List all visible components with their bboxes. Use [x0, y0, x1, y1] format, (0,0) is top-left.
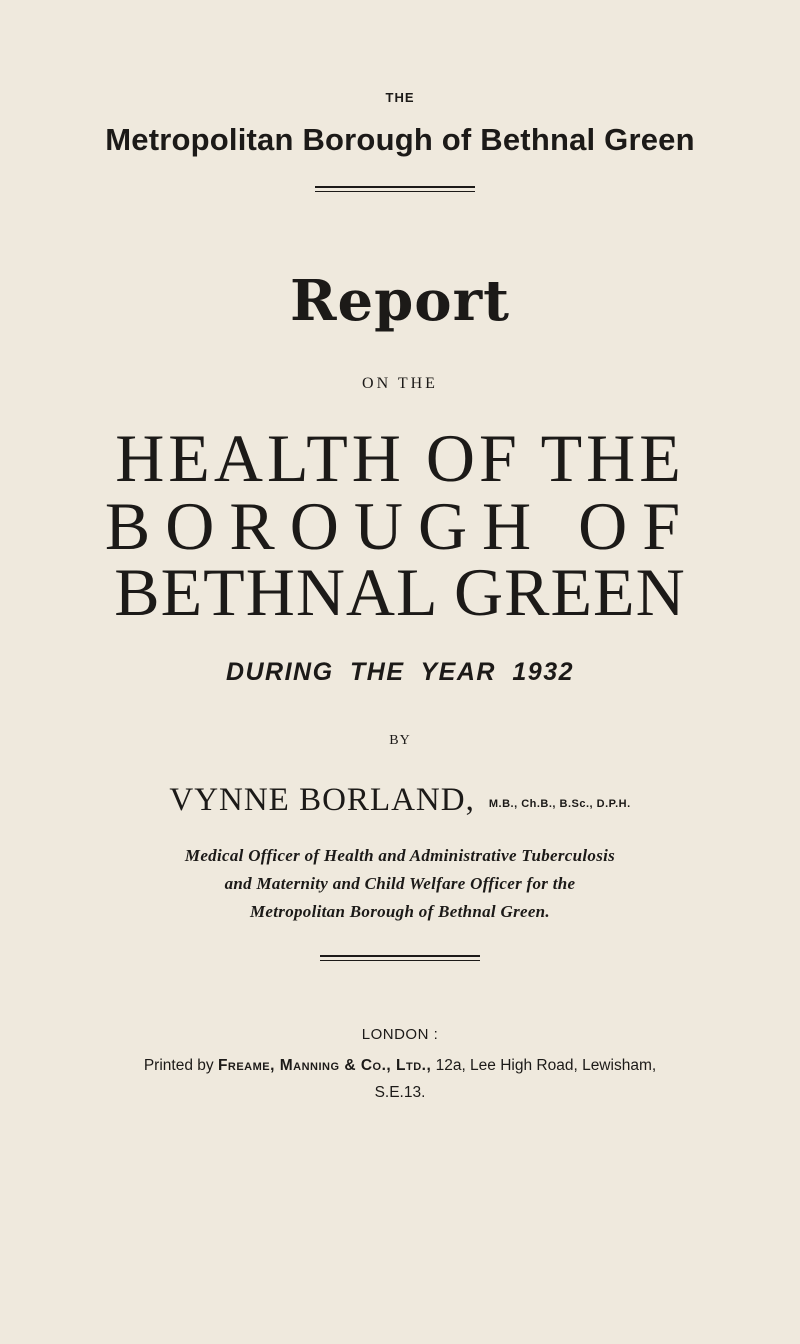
imprint-postcode: S.E.13.: [374, 1084, 426, 1101]
author-qualifications: M.B., Ch.B., B.Sc., D.P.H.: [488, 798, 631, 810]
by-label: BY: [389, 733, 411, 748]
during-year: DURING THE YEAR 1932: [225, 658, 575, 686]
author-role-line-2: and Maternity and Child Welfare Officer for the: [224, 874, 576, 893]
title-line-3: BETHNAL GREEN: [114, 554, 686, 630]
author-line: [0, 782, 800, 819]
title-line-2: BOROUGH OF: [104, 488, 696, 564]
author-role-line-3: Metropolitan Borough of Bethnal Green.: [250, 902, 550, 921]
top-double-rule-thin: [315, 191, 475, 192]
header-the: THE: [385, 90, 415, 105]
report-title: Report: [289, 268, 511, 334]
imprint-printer-line: [0, 1057, 800, 1075]
printed-by-label: Printed by: [143, 1057, 214, 1074]
on-the-label: ON THE: [362, 375, 438, 392]
author-name: VYNNE BORLAND,: [169, 782, 475, 818]
printer-name: Freame, Manning & Co., Ltd.,: [217, 1057, 432, 1074]
top-double-rule: [315, 186, 475, 188]
bottom-double-rule: [320, 955, 480, 957]
author-role-line-1: Medical Officer of Health and Administrative Tuberculosis: [184, 846, 616, 865]
printer-address: 12a, Lee High Road, Lewisham,: [435, 1057, 657, 1074]
title-line-1: HEALTH OF THE: [115, 420, 685, 496]
borough-name: Metropolitan Borough of Bethnal Green: [105, 122, 695, 157]
imprint-city: LONDON :: [361, 1026, 439, 1043]
bottom-double-rule-thin: [320, 960, 480, 961]
